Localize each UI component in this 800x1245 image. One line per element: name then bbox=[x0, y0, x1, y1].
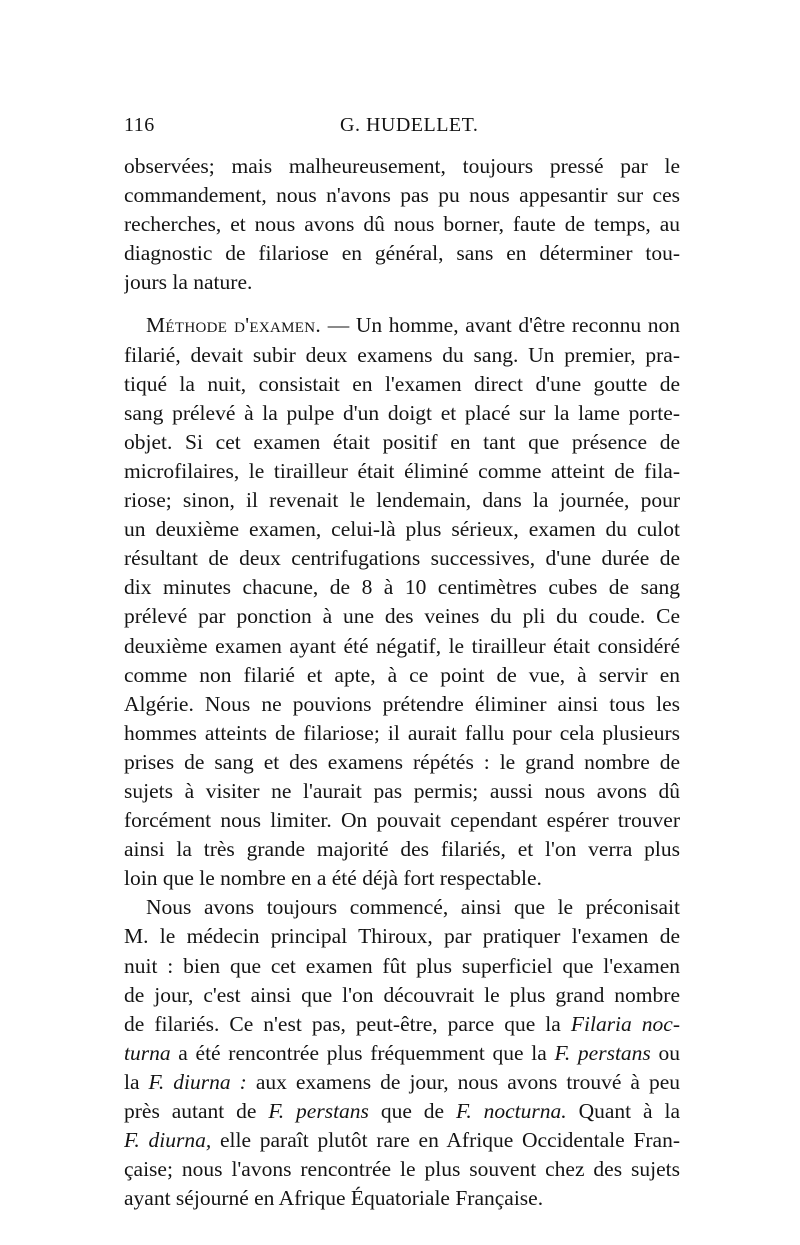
paragraph-gap bbox=[124, 297, 680, 311]
italic-species-name: F. diurna : bbox=[148, 1069, 247, 1094]
text-run: Quant à la bbox=[566, 1099, 680, 1123]
text-line: prélevé par ponction à une des veines du pli du coude. Ce bbox=[124, 604, 680, 629]
text-run: ou bbox=[650, 1040, 680, 1065]
text-line bbox=[124, 1126, 680, 1155]
text-line: tiqué la nuit, consistait en l'examen direct d'une goutte de bbox=[124, 371, 680, 396]
text-line: loin que le nombre en a été déjà fort respectable. bbox=[124, 866, 542, 891]
text-line: diagnostic de filariose en général, sans en déterminer tou- bbox=[124, 241, 680, 266]
paragraph-2 bbox=[124, 311, 680, 893]
page-number: 116 bbox=[124, 114, 155, 136]
text-line: deuxième examen ayant été négatif, le tirailleur était considéré bbox=[124, 633, 680, 658]
italic-species-name: F. perstans bbox=[268, 1099, 369, 1123]
text-line: çaise; nous l'avons rencontrée le plus souvent chez des sujets bbox=[124, 1157, 680, 1182]
text-line: microfilaires, le tirailleur était éliminé comme atteint de fila- bbox=[124, 458, 680, 483]
text-line: filarié, devait subir deux examens du sang. Un premier, pra- bbox=[124, 342, 680, 367]
text-line: comme non filarié et apte, à ce point de vue, à servir en bbox=[124, 662, 680, 687]
text-line: recherches, et nous avons dû nous borner, faute de temps, au bbox=[124, 212, 680, 237]
text-run: de filariés. Ce n'est pas, peut-être, parce que la bbox=[124, 1011, 571, 1036]
text-line bbox=[124, 1068, 680, 1097]
text-line: objet. Si cet examen était positif en tant que présence de bbox=[124, 429, 680, 454]
text-run: a été rencontrée plus fréquemment que la bbox=[170, 1040, 555, 1065]
text-line bbox=[124, 1039, 680, 1068]
text-line: jours la nature. bbox=[124, 270, 253, 295]
italic-species-name: F. perstans bbox=[554, 1040, 651, 1065]
text-run: près autant de bbox=[124, 1099, 269, 1123]
text-line: de jour, c'est ainsi que l'on découvrait le plus grand nombre bbox=[124, 982, 680, 1007]
text-line: ainsi la très grande majorité des filariés, et l'on verra plus bbox=[124, 837, 680, 862]
text-line: nuit : bien que cet examen fût plus superficiel que l'examen bbox=[124, 953, 680, 978]
text-line: ayant séjourné en Afrique Équatoriale Française. bbox=[124, 1186, 544, 1211]
text-line: observées; mais malheureusement, toujours pressé par le bbox=[124, 154, 680, 178]
italic-species-name: F. diurna, bbox=[124, 1128, 212, 1153]
italic-species-name: F. nocturna. bbox=[455, 1099, 567, 1123]
text-line: prises de sang et des examens répétés : le grand nombre de bbox=[124, 749, 680, 774]
text-line: riose; sinon, il revenait le lendemain, dans la journée, pour bbox=[124, 488, 680, 513]
text-line bbox=[124, 1097, 680, 1126]
text-line: hommes atteints de filariose; il aurait fallu pour cela plusieurs bbox=[124, 720, 680, 745]
text-line: un deuxième examen, celui-là plus sérieux, examen du culot bbox=[124, 517, 680, 542]
text-line: sujets à visiter ne l'aurait pas permis; aussi nous avons dû bbox=[124, 778, 680, 803]
text-line: sang prélevé à la pulpe d'un doigt et placé sur la lame porte- bbox=[124, 400, 680, 425]
text-line: forcément nous limiter. On pouvait cependant espérer trouver bbox=[124, 808, 680, 833]
italic-species-name: turna bbox=[124, 1040, 171, 1065]
text-line: dix minutes chacune, de 8 à 10 centimètres cubes de sang bbox=[124, 575, 680, 600]
text-line: résultant de deux centrifugations successives, d'une durée de bbox=[124, 546, 680, 571]
text-line: Algérie. Nous ne pouvions prétendre éliminer ainsi tous les bbox=[124, 691, 680, 716]
text-run: que de bbox=[368, 1099, 456, 1123]
section-heading: Méthode d'examen. bbox=[146, 313, 322, 338]
running-head bbox=[124, 108, 680, 152]
text-run: aux examens de jour, nous avons trouvé à peu bbox=[246, 1069, 680, 1094]
text-line bbox=[124, 1010, 680, 1039]
text-run: elle paraît plutôt rare en Afrique Occidentale Fran- bbox=[211, 1128, 680, 1153]
paragraph-1 bbox=[124, 152, 680, 297]
paragraph-3 bbox=[124, 893, 680, 1213]
running-title: G. HUDELLET. bbox=[340, 114, 479, 136]
book-page bbox=[124, 108, 680, 1213]
text-run: — Un homme, avant d'être reconnu non bbox=[327, 313, 680, 338]
text-line bbox=[124, 311, 680, 340]
text-run: la bbox=[124, 1069, 149, 1094]
italic-species-name: Filaria noc- bbox=[570, 1011, 680, 1036]
text-line: commandement, nous n'avons pas pu nous appesantir sur ces bbox=[124, 183, 680, 208]
text-line: M. le médecin principal Thiroux, par pratiquer l'examen de bbox=[124, 924, 680, 949]
text-line: Nous avons toujours commencé, ainsi que le préconisait bbox=[146, 895, 680, 920]
